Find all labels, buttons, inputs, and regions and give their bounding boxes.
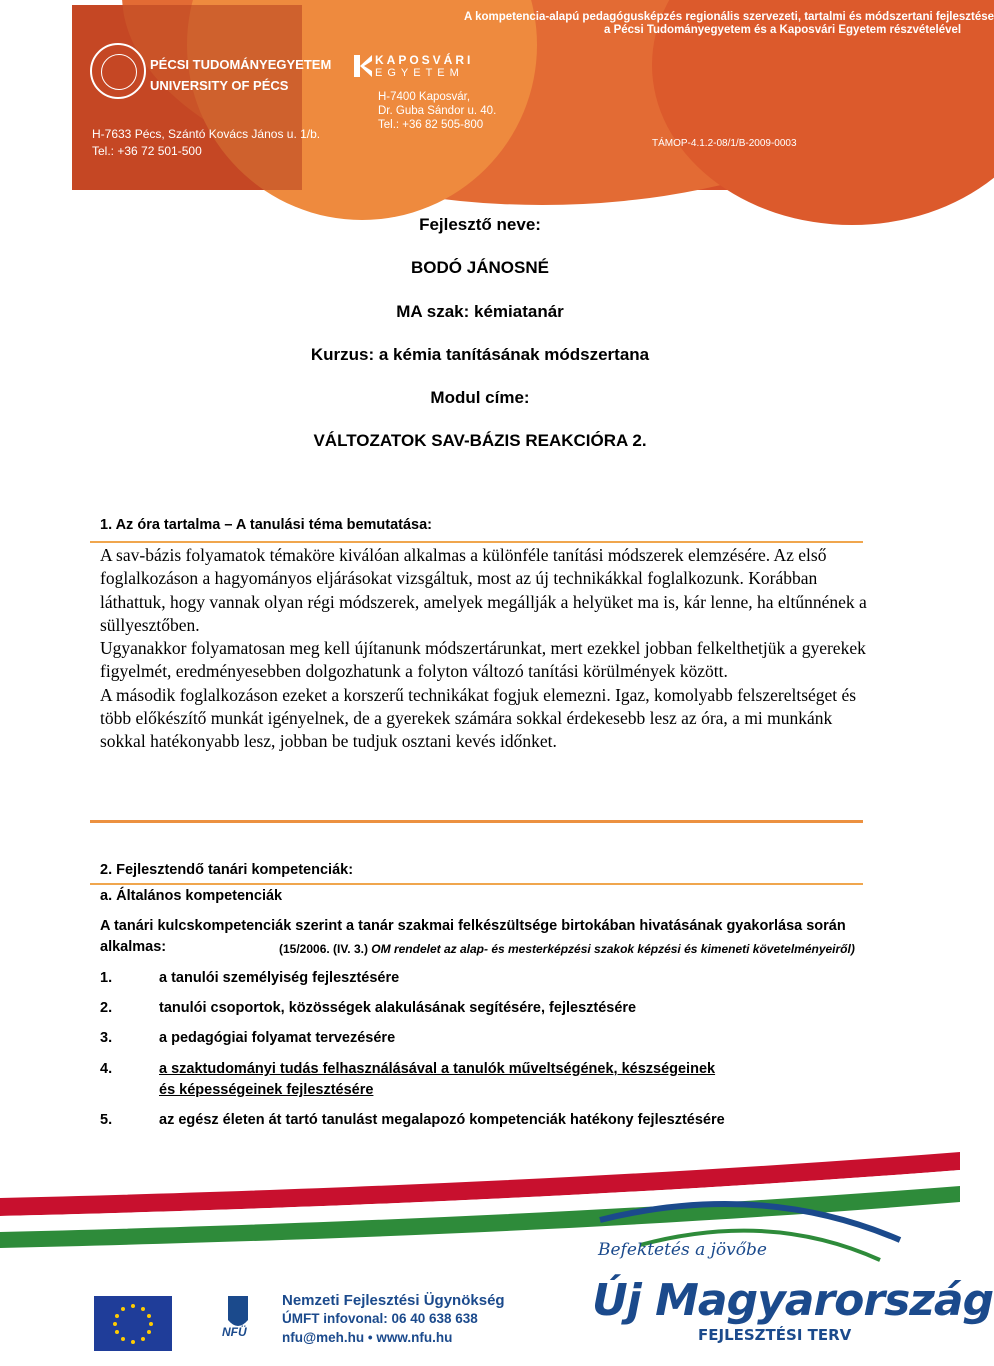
section-2-subheading: a. Általános kompetenciák bbox=[100, 888, 283, 904]
competency-text: a szaktudományi tudás felhasználásával a tanulók műveltségének, készségeinek bbox=[159, 1061, 716, 1077]
divider bbox=[90, 883, 863, 885]
header-tagline-2: a Pécsi Tudományegyetem és a Kaposvári Egyetem részvételével bbox=[604, 24, 962, 36]
competency-item bbox=[100, 1061, 715, 1077]
legal-reference bbox=[279, 942, 855, 956]
section-2-heading: 2. Fejlesztendő tanári kompetenciák: bbox=[100, 862, 354, 878]
module-label: Modul címe: bbox=[430, 388, 530, 407]
section-1-heading: 1. Az óra tartalma – A tanulási téma bemutatása: bbox=[100, 517, 432, 533]
header-tagline-1: A kompetencia-alapú pedagógusképzés regionális szervezeti, tartalmi és módszertani fejlesztése bbox=[464, 11, 994, 23]
competency-item bbox=[100, 970, 399, 986]
pte-name-hu: PÉCSI TUDOMÁNYEGYETEM bbox=[150, 57, 332, 72]
pte-address: H-7633 Pécs, Szántó Kovács János u. 1/b. bbox=[92, 127, 321, 141]
competency-number: 3. bbox=[100, 1030, 113, 1046]
section-divider bbox=[90, 820, 863, 823]
developer-label: Fejlesztő neve: bbox=[419, 215, 541, 234]
competency-intro: A tanári kulcskompetenciák szerint a tanár szakmai felkészültsége birtokában hivatásának gyakorlása során bbox=[100, 918, 846, 934]
competency-intro-end: alkalmas: bbox=[100, 939, 167, 955]
pte-name-en: UNIVERSITY OF PÉCS bbox=[150, 78, 289, 93]
competency-number: 1. bbox=[100, 970, 113, 986]
kaposvar-logo-icon bbox=[354, 55, 372, 77]
competency-item bbox=[100, 1030, 395, 1046]
section-1-body bbox=[100, 544, 870, 754]
competency-text-continuation: és képességeinek fejlesztésére bbox=[159, 1082, 374, 1098]
paragraph: Ugyanakkor folyamatosan meg kell újítanunk módszertárunkat, mert ezekkel jobban felkelthetjük a gyerekek figyelmét, eredményesebben dolgozhatunk a folyton változó tanítási körülmények között. bbox=[100, 638, 866, 682]
kaposvar-phone: Tel.: +36 82 505-800 bbox=[378, 119, 484, 131]
developer-name: BODÓ JÁNOSNÉ bbox=[411, 258, 549, 277]
kaposvar-address-1: H-7400 Kaposvár, bbox=[378, 91, 471, 103]
program-name: MA szak: kémiatanár bbox=[396, 302, 564, 321]
course-name: Kurzus: a kémia tanításának módszertana bbox=[310, 345, 650, 364]
nfu-name: Nemzeti Fejlesztési Ügynökség bbox=[282, 1292, 505, 1309]
competency-number: 2. bbox=[100, 1000, 113, 1016]
pte-seal-logo bbox=[90, 43, 146, 99]
kaposvar-name-1: KAPOSVÁRI bbox=[375, 53, 474, 67]
paragraph: A sav-bázis folyamatok témaköre kiválóan alkalmas a különféle tanítási módszerek elemzésére. Az első foglalkozáson a hagyományos eljárásokat vizsgáltuk, most az új technikákkal foglalkozunk. Korábban láthattuk, hogy vannak olyan régi módszerek, amelyek megállják a helyüket ma is, kár lenne, ha eltűnnének a süllyesztőben. bbox=[100, 545, 867, 635]
paragraph: A második foglalkozáson ezeket a korszerű technikákat fogjuk elemezni. Igaz, komolyabb felszereltséget és több előkészítő munkát igényelnek, de a gyerekek számára sokkal érdekesebb lesz az óra, a mi munkánk sokkal hatékonyabb lesz, jobban be tudjuk osztani kevés időnket. bbox=[100, 684, 857, 752]
competency-number: 4. bbox=[100, 1061, 113, 1077]
um-slogan: Befektetés a jövőbe bbox=[598, 1240, 767, 1260]
legal-reference-number: (15/2006. (IV. 3.) bbox=[279, 942, 368, 956]
legal-reference-text: OM rendelet az alap- és mesterképzési szakok képzési és kimeneti követelményeiről) bbox=[367, 942, 855, 956]
competency-number: 5. bbox=[100, 1112, 113, 1128]
nfu-phone: ÚMFT infovonal: 06 40 638 638 bbox=[282, 1311, 478, 1326]
kaposvar-name-2: EGYETEM bbox=[375, 67, 464, 79]
kaposvar-address-2: Dr. Guba Sándor u. 40. bbox=[378, 105, 497, 117]
competency-text: az egész életen át tartó tanulást megalapozó kompetenciák hatékony fejlesztésére bbox=[159, 1112, 725, 1128]
competency-text: a tanulói személyiség fejlesztésére bbox=[159, 970, 400, 986]
header-banner bbox=[72, 5, 994, 190]
competency-text: a pedagógiai folyamat tervezésére bbox=[159, 1030, 396, 1046]
competency-item bbox=[100, 1112, 725, 1128]
um-plan: FEJLESZTÉSI TERV bbox=[698, 1326, 852, 1344]
pte-phone: Tel.: +36 72 501-500 bbox=[92, 144, 202, 158]
module-title: VÁLTOZATOK SAV-BÁZIS REAKCIÓRA 2. bbox=[313, 431, 647, 450]
um-title: Új Magyarország bbox=[592, 1275, 994, 1326]
divider bbox=[90, 541, 863, 543]
nfu-short-name: NFÜ bbox=[222, 1325, 247, 1339]
nfu-contact: nfu@meh.hu • www.nfu.hu bbox=[282, 1330, 453, 1345]
project-code: TÁMOP-4.1.2-08/1/B-2009-0003 bbox=[652, 138, 797, 149]
competency-text: tanulói csoportok, közösségek alakulásának segítésére, fejlesztésére bbox=[159, 1000, 637, 1016]
nfu-crest-icon bbox=[228, 1296, 248, 1326]
competency-item bbox=[100, 1000, 636, 1016]
